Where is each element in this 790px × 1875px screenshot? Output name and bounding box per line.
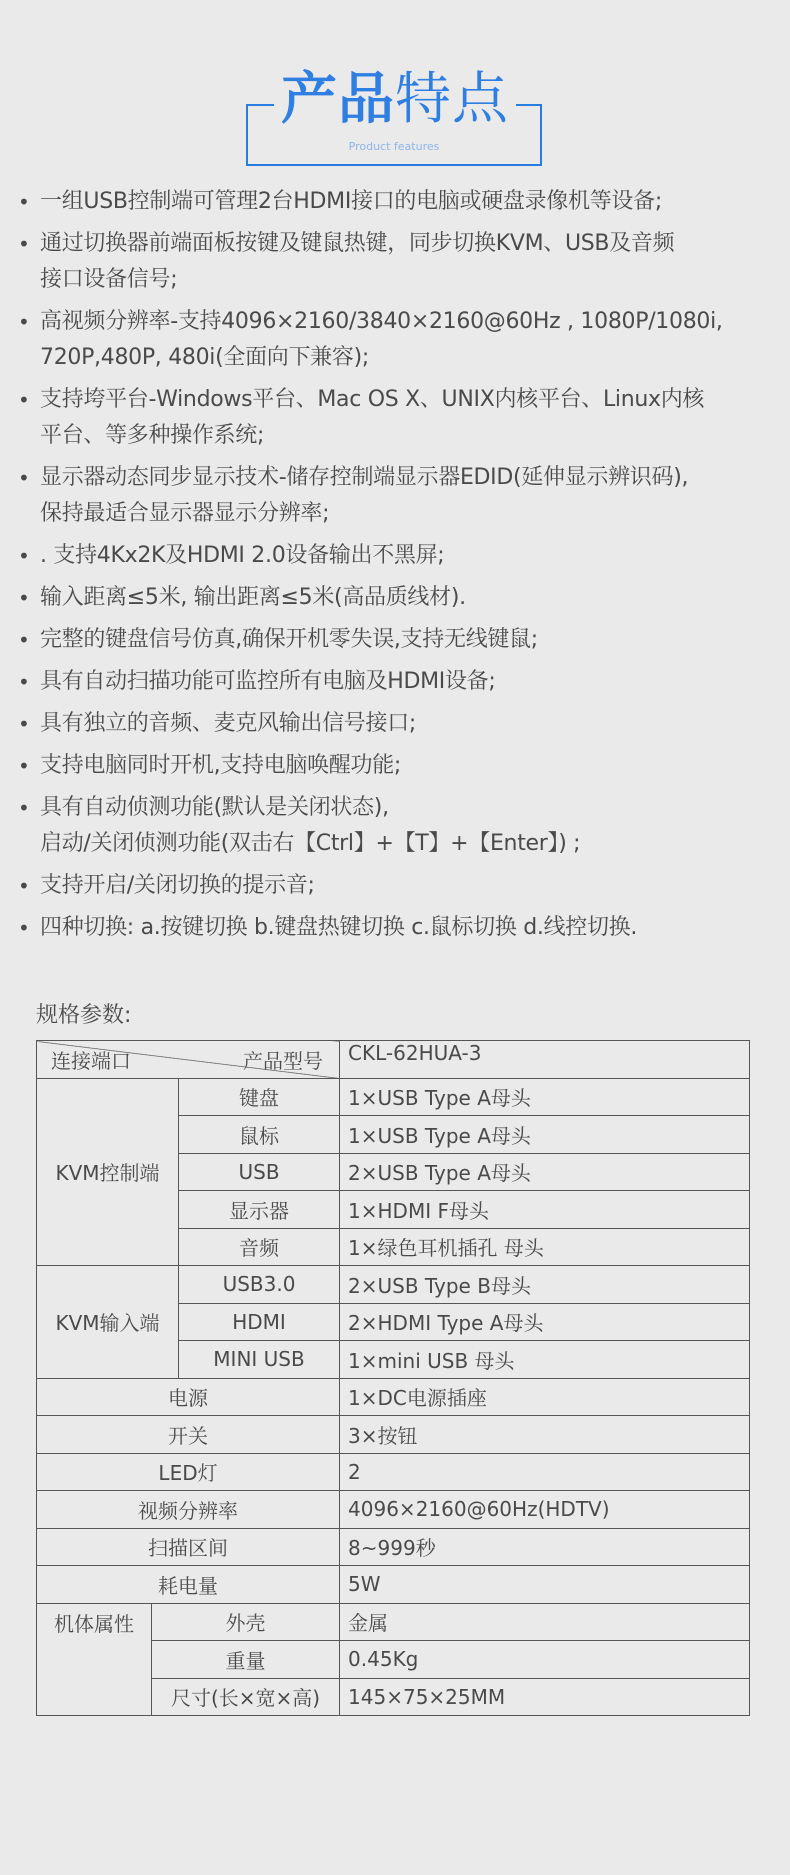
- value-cell: 4096×2160@60Hz(HDTV): [340, 1491, 750, 1529]
- group-cell: KVM控制端: [37, 1078, 179, 1266]
- port-cell: 鼠标: [179, 1116, 340, 1154]
- section-header: [0, 68, 790, 168]
- value-cell: 5W: [340, 1566, 750, 1604]
- bullet: •: [18, 874, 30, 898]
- feature-line: 四种切换: a.按键切换 b.键盘热键切换 c.鼠标切换 d.线控切换.: [40, 915, 638, 940]
- port-cell: USB: [179, 1153, 340, 1191]
- feature-item: [0, 382, 770, 454]
- feature-list: [0, 184, 790, 952]
- bullet: •: [18, 310, 30, 334]
- diag-label-model: 产品型号: [243, 1049, 324, 1073]
- label-cell: LED灯: [37, 1453, 340, 1491]
- feature-item: [0, 706, 770, 742]
- value-cell: 3×按钮: [340, 1416, 750, 1454]
- value-cell: 1×HDMI F母头: [340, 1191, 750, 1229]
- title-bold: 产品: [281, 67, 395, 132]
- value-cell: 145×75×25MM: [340, 1678, 750, 1716]
- label-cell: 电源: [37, 1378, 340, 1416]
- table-row: [37, 1266, 750, 1304]
- diag-label-port: 连接端口: [51, 1048, 131, 1073]
- port-cell: 音频: [179, 1228, 340, 1266]
- value-cell: 1×绿色耳机插孔 母头: [340, 1228, 750, 1266]
- feature-item: [0, 460, 770, 532]
- group-cell: 机体属性: [37, 1603, 152, 1716]
- bullet: •: [18, 628, 30, 652]
- feature-item: [0, 868, 770, 904]
- feature-line: 输入距离≤5米, 输出距离≤5米(高品质线材).: [40, 585, 466, 610]
- value-cell: 0.45Kg: [340, 1641, 750, 1679]
- feature-line: 通过切换器前端面板按键及键鼠热键，同步切换KVM、USB及音频: [40, 231, 675, 256]
- section-title: [274, 68, 516, 132]
- value-cell: 2×HDMI Type A母头: [340, 1303, 750, 1341]
- bullet: •: [18, 388, 30, 412]
- label-cell: 开关: [37, 1416, 340, 1454]
- table-row: [37, 1453, 750, 1491]
- bullet: •: [18, 190, 30, 214]
- feature-line: 支持垮平台-Windows平台、Mac OS X、UNIX内核平台、Linux内核: [40, 387, 705, 412]
- table-row: [37, 1378, 750, 1416]
- value-cell: 8~999秒: [340, 1528, 750, 1566]
- bullet: •: [18, 754, 30, 778]
- feature-line: 平台、等多种操作系统;: [40, 423, 265, 448]
- feature-line: 完整的键盘信号仿真,确保开机零失误,支持无线键鼠;: [40, 627, 538, 652]
- bullet: •: [18, 796, 30, 820]
- spec-table: [36, 1040, 750, 1716]
- bullet: •: [18, 916, 30, 940]
- port-cell: USB3.0: [179, 1266, 340, 1304]
- table-row: [37, 1416, 750, 1454]
- feature-line: 高视频分辨率-支持4096×2160/3840×2160@60Hz , 1080P/1080i,: [40, 309, 723, 334]
- feature-line: 具有独立的音频、麦克风输出信号接口;: [40, 711, 417, 736]
- title-light: 特点: [395, 67, 509, 132]
- feature-line: 启动/关闭侦测功能(双击右【Ctrl】+【T】+【Enter】) ;: [40, 831, 581, 856]
- section-subtitle: Product features: [348, 140, 440, 153]
- feature-line: 显示器动态同步显示技术-储存控制端显示器EDID(延伸显示辨识码),: [40, 465, 689, 490]
- table-row: [37, 1603, 750, 1641]
- port-cell: 尺寸(长×宽×高): [152, 1678, 340, 1716]
- table-row: [37, 1078, 750, 1116]
- bullet: •: [18, 586, 30, 610]
- feature-line: 720P,480P, 480i(全面向下兼容);: [40, 345, 369, 370]
- port-cell: 重量: [152, 1641, 340, 1679]
- model-cell: CKL-62HUA-3: [340, 1041, 750, 1079]
- bullet: •: [18, 670, 30, 694]
- value-cell: 2: [340, 1453, 750, 1491]
- value-cell: 1×USB Type A母头: [340, 1078, 750, 1116]
- feature-item: [0, 580, 770, 616]
- feature-item: [0, 910, 770, 946]
- feature-line: . 支持4Kx2K及HDMI 2.0设备输出不黑屏;: [40, 543, 445, 568]
- port-cell: 外壳: [152, 1603, 340, 1641]
- bullet: •: [18, 232, 30, 256]
- feature-item: [0, 664, 770, 700]
- port-cell: HDMI: [179, 1303, 340, 1341]
- bullet: •: [18, 466, 30, 490]
- feature-line: 保持最适合显示器显示分辨率;: [40, 501, 330, 526]
- feature-item: [0, 304, 770, 376]
- feature-line: 支持开启/关闭切换的提示音;: [40, 873, 315, 898]
- feature-line: 具有自动侦测功能(默认是关闭状态),: [40, 795, 389, 820]
- value-cell: 1×mini USB 母头: [340, 1341, 750, 1379]
- feature-item: [0, 538, 770, 574]
- feature-line: 支持电脑同时开机,支持电脑唤醒功能;: [40, 753, 402, 778]
- value-cell: 2×USB Type A母头: [340, 1153, 750, 1191]
- feature-item: [0, 184, 770, 220]
- port-cell: MINI USB: [179, 1341, 340, 1379]
- port-cell: 键盘: [179, 1078, 340, 1116]
- table-row: [37, 1491, 750, 1529]
- table-row: [37, 1041, 750, 1079]
- label-cell: 扫描区间: [37, 1528, 340, 1566]
- group-cell: KVM输入端: [37, 1266, 179, 1379]
- label-cell: 视频分辨率: [37, 1491, 340, 1529]
- bullet: •: [18, 544, 30, 568]
- value-cell: 1×USB Type A母头: [340, 1116, 750, 1154]
- label-cell: 耗电量: [37, 1566, 340, 1604]
- feature-line: 接口设备信号;: [40, 267, 178, 292]
- value-cell: 2×USB Type B母头: [340, 1266, 750, 1304]
- bullet: •: [18, 712, 30, 736]
- feature-line: 具有自动扫描功能可监控所有电脑及HDMI设备;: [40, 669, 496, 694]
- value-cell: 金属: [340, 1603, 750, 1641]
- feature-item: [0, 790, 770, 862]
- value-cell: 1×DC电源插座: [340, 1378, 750, 1416]
- feature-line: 一组USB控制端可管理2台HDMI接口的电脑或硬盘录像机等设备;: [40, 189, 662, 214]
- table-row: [37, 1528, 750, 1566]
- feature-item: [0, 226, 770, 298]
- feature-item: [0, 748, 770, 784]
- diagonal-header-cell: [37, 1041, 340, 1079]
- feature-item: [0, 622, 770, 658]
- spec-title: 规格参数:: [36, 1003, 132, 1028]
- port-cell: 显示器: [179, 1191, 340, 1229]
- table-row: [37, 1566, 750, 1604]
